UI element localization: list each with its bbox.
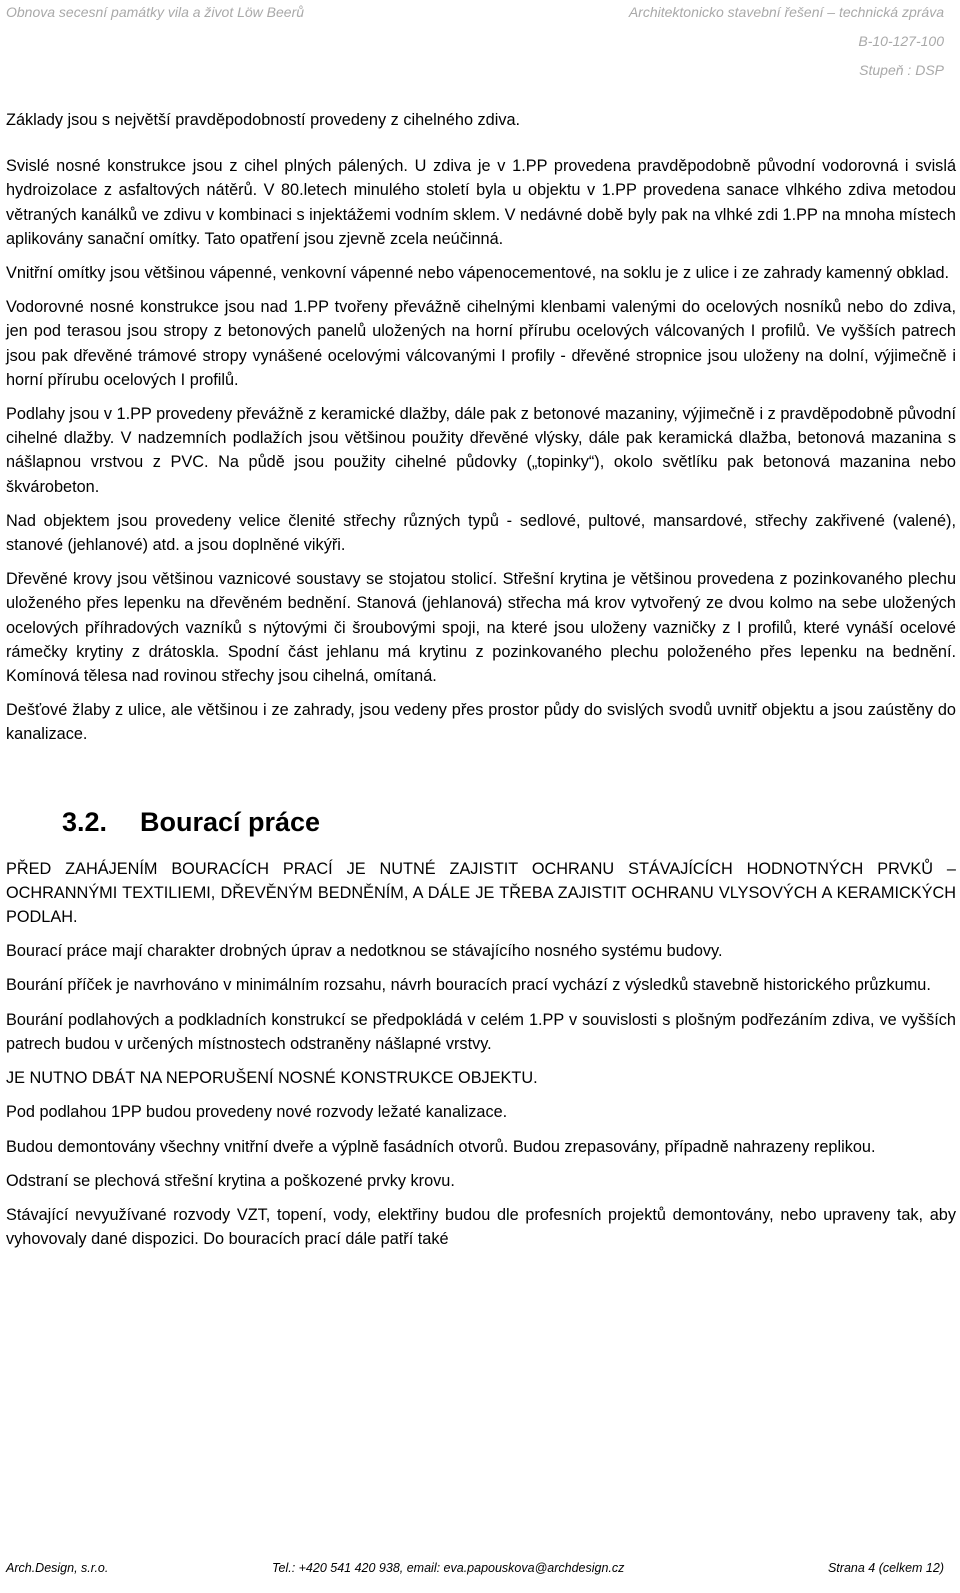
paragraph-foundations: Základy jsou s největší pravděpodobností provedeny z cihelného zdiva.	[6, 111, 521, 129]
paragraph-floors: Podlahy jsou v 1.PP provedeny převážně z keramické dlažby, dále pak z betonové mazaniny, výjimečně i z pravděpodobně původní cihelné dlažby. V nadzemních podlažích jsou většinou použity dřevěné vlýsky, dále pak keramická dlažba, betonová mazanina s nášlapnou vrstvou z PVC. Na půdě jsou použity cihelné půdovky („topinky“), okolo světlíku pak betonová mazanina nebo škvárobeton.	[6, 405, 956, 496]
paragraph-plasters: Vnitřní omítky jsou většinou vápenné, venkovní vápenné nebo vápenocementové, na soklu je z ulice i ze zahrady kamenný obklad.	[6, 264, 950, 283]
paragraph-trusses: Dřevěné krovy jsou většinou vaznicové soustavy se stojatou stolicí. Střešní krytina je většinou provedena z pozinkovaného plechu uloženého přes lepenku na dřevěném bednění. Stanová (jehlanová) střecha má krov vytvořený ze dvou kolmo na sebe uložených ocelových příhradových vazníků s nýtovými či šroubovými spoji, na které jsou uloženy vazničky z I profilů, které vynáší ocelové rámečky krytiny z drátoskla. Spodní část jehlanu má krytinu z pozinkovaného plechu položeného přes lepenku na bednění. Komínová tělesa nad rovinou střechy jsou cihelná, omítaná.	[6, 570, 956, 686]
paragraph-roof-covering: Odstraní se plechová střešní krytina a poškozené prvky krovu.	[6, 1171, 455, 1190]
paragraph-vertical-structures: Svislé nosné konstrukce jsou z cihel plných pálených. U zdiva je v 1.PP provedena pravděpodobně původní vodorovná i svislá hydroizolace z asfaltových nátěrů. V 80.letech minulého století byla u objektu v 1.PP provedena sanace vlhkého zdiva metodou větraných kanálků ve zdivu v kombinaci s injektážemi vodním sklem. V nedávné době byly pak na vlhké zdi 1.PP na mnoha místech aplikovány sanační omítky. Tato opatření jsou zjevně zcela neúčinná.	[6, 157, 956, 248]
footer-company: Arch.Design, s.r.o.	[6, 1561, 109, 1575]
paragraph-demolition-character: Bourací práce mají charakter drobných úprav a nedotknou se stávajícího nosného systému budovy.	[6, 942, 723, 961]
paragraph-gutters: Dešťové žlaby z ulice, ale většinou i ze zahrady, jsou vedeny přes prostor půdy do svislých svodů uvnitř objektu a jsou zaústěny do kanalizace.	[6, 701, 956, 744]
paragraph-doors-windows: Budou demontovány všechny vnitřní dveře a výplně fasádních otvorů. Budou zrepasovány, případně nahrazeny replikou.	[6, 1137, 876, 1156]
header-document-title: Architektonicko stavební řešení – technická zpráva	[628, 4, 944, 20]
footer-page-number: Strana 4 (celkem 12)	[827, 1561, 944, 1575]
section-heading	[62, 805, 956, 839]
paragraph-partitions: Bourání příček je navrhováno v minimálním rozsahu, návrh bouracích prací vychází z výsledků stavebně historického průzkumu.	[6, 976, 931, 995]
header-document-code: B-10-127-100	[858, 33, 944, 49]
footer-contact: Tel.: +420 541 420 938, email: eva.papouskova@archdesign.cz	[272, 1561, 625, 1575]
section-number: 3.2.	[62, 806, 108, 837]
header-project-title: Obnova secesní památky vila a život Löw Beerů	[6, 4, 305, 20]
paragraph-installations: Stávající nevyužívané rozvody VZT, topení, vody, elektřiny budou dle profesních projektů demontovány, nebo upraveny tak, aby vyhovovaly dané dispozici. Do bouracích prací dále patří také	[6, 1205, 956, 1249]
header-stage: Stupeň : DSP	[859, 62, 944, 78]
page-footer	[6, 1561, 944, 1581]
paragraph-roofs: Nad objektem jsou provedeny velice členité střechy různých typů - sedlové, pultové, mansardové, střechy zakřivené (valené), stanové (jehlanové) atd. a jsou doplněné vikýři.	[6, 511, 956, 555]
paragraph-floor-demolition: Bourání podlahových a podkladních konstrukcí se předpokládá v celém 1.PP v souvislosti s plošným podřezáním zdiva, ve vyšších patrech budou v určených místnostech odstraněny nášlapné vrstvy.	[6, 1010, 956, 1053]
paragraph-protection-warning: PŘED ZAHÁJENÍM BOURACÍCH PRACÍ JE NUTNÉ ZAJISTIT OCHRANU STÁVAJÍCÍCH HODNOTNÝCH PRVKŮ – OCHRANNÝMI TEXTILIEMI, DŘEVĚNÝM BEDNĚNÍM, A DÁLE JE TŘEBA ZAJISTIT OCHRANU VLYSOVÝCH A KERAMICKÝCH PODLAH.	[6, 859, 956, 927]
paragraph-sewerage: Pod podlahou 1PP budou provedeny nové rozvody ležaté kanalizace.	[6, 1103, 508, 1122]
section-title: Bourací práce	[140, 806, 321, 837]
paragraph-horizontal-structures: Vodorovné nosné konstrukce jsou nad 1.PP tvořeny převážně cihelnými klenbami valenými do ocelových nosníků nebo do zdiva, jen pod terasou jsou stropy z betonových panelů uložených na horní přírubu ocelových válcovaných I profilů. Ve vyšších patrech jsou pak dřevěné trámové stropy vynášené ocelovými válcovanými I profily - dřevěné stropnice jsou uloženy na dolní, výjimečně i horní přírubu ocelových I profilů.	[6, 298, 956, 389]
document-body	[6, 108, 956, 1261]
page-header	[0, 0, 960, 90]
paragraph-structure-warning: JE NUTNO DBÁT NA NEPORUŠENÍ NOSNÉ KONSTRUKCE OBJEKTU.	[6, 1069, 538, 1088]
